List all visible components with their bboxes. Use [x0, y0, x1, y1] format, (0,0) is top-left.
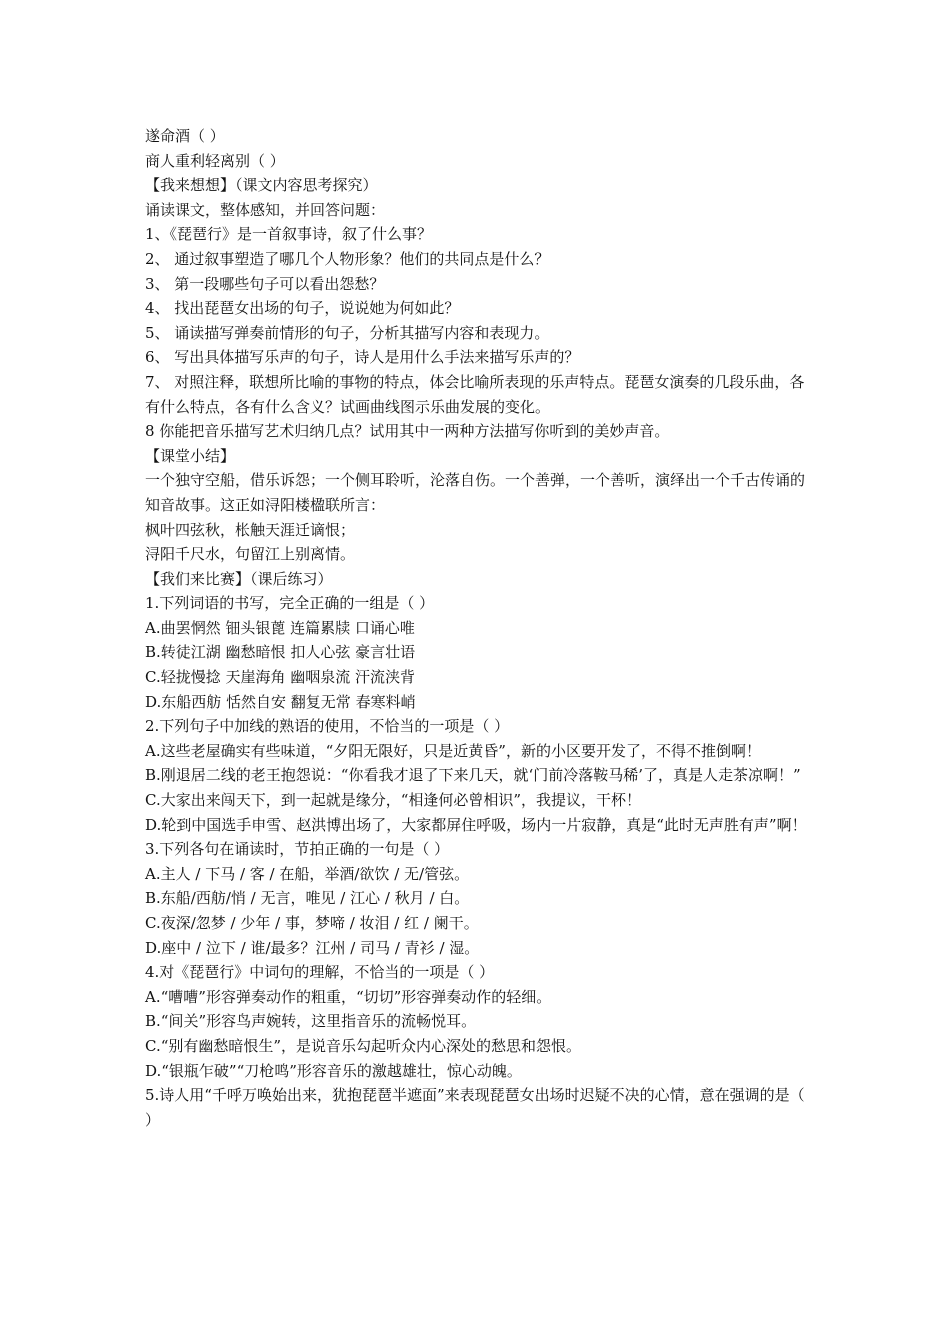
question-stem: 1.下列词语的书写，完全正确的一组是（ ） — [145, 594, 435, 613]
think-question: 4、 找出琵琶女出场的句子，说说她为何如此？ — [145, 299, 460, 318]
answer-option: C.大家出来闯天下，到一起就是缘分，“相逢何必曾相识”，我提议，干杯！ — [145, 791, 642, 810]
section-heading-think: 【我来想想】（课文内容思考探究） — [145, 176, 378, 195]
think-question: 8 你能把音乐描写艺术归纳几点？试用其中一两种方法描写你听到的美妙声音。 — [145, 422, 670, 441]
intro-line: 商人重利轻离别（ ） — [145, 151, 285, 170]
couplet-line: 浔阳千尺水，句留江上别离情。 — [145, 545, 356, 564]
couplet-line: 枫叶四弦秋，枨触天涯迁谪恨； — [145, 520, 356, 539]
answer-option: B.“间关”形容鸟声婉转，这里指音乐的流畅悦耳。 — [145, 1012, 477, 1031]
answer-option: C.轻拢慢捻 天崖海角 幽咽泉流 汗流浃背 — [145, 668, 416, 687]
answer-option: A.这些老屋确实有些味道，“夕阳无限好，只是近黄昏”，新的小区要开发了，不得不推倒啊！ — [145, 741, 761, 760]
document-page — [145, 124, 810, 1132]
answer-option: D.轮到中国选手申雪、赵洪博出场了，大家都屏住呼吸，场内一片寂静，真是“此时无声胜有声”啊！ — [145, 815, 807, 834]
answer-option: D.东船西舫 恬然自安 翻复无常 春寒料峭 — [145, 692, 416, 711]
question-stem: 2.下列句子中加线的熟语的使用，不恰当的一项是（ ） — [145, 717, 510, 736]
think-question: 3、 第一段哪些句子可以看出怨愁？ — [145, 274, 385, 293]
intro-line: 遂命酒（ ） — [145, 127, 225, 145]
think-question: 5、 诵读描写弹奏前情形的句子，分析其描写内容和表现力。 — [145, 323, 550, 342]
think-instruction: 诵读课文，整体感知，并回答问题： — [145, 200, 386, 219]
think-question: 6、 写出具体描写乐声的句子，诗人是用什么手法来描写乐声的？ — [145, 348, 580, 367]
answer-option: C.夜深/忽梦 / 少年 / 事，梦啼 / 妆泪 / 红 / 阑干。 — [145, 914, 479, 932]
answer-option: B.转徒江湖 幽愁暗恨 扣人心弦 豪言壮语 — [145, 643, 416, 662]
section-heading-summary: 【课堂小结】 — [145, 446, 236, 465]
answer-option: A.“嘈嘈”形容弹奏动作的粗重，“切切”形容弹奏动作的轻细。 — [145, 987, 552, 1006]
answer-option: B.东船/西舫/悄 / 无言，唯见 / 江心 / 秋月 / 白。 — [145, 889, 470, 908]
section-heading-exercises: 【我们来比赛】（课后练习） — [145, 569, 333, 588]
answer-option: D.座中 / 泣下 / 谁/最多？江州 / 司马 / 青衫 / 湿。 — [145, 938, 480, 957]
answer-option: C.“别有幽愁暗恨生”，是说音乐勾起听众内心深处的愁思和怨恨。 — [145, 1036, 582, 1055]
think-question: 1、《琵琶行》是一首叙事诗，叙了什么事？ — [145, 225, 433, 244]
question-stem: 4.对《琵琶行》中词句的理解，不恰当的一项是（ ） — [145, 963, 495, 982]
think-question: 2、 通过叙事塑造了哪几个人物形象？他们的共同点是什么？ — [145, 249, 550, 268]
answer-option: D.“银瓶乍破”“刀枪鸣”形容音乐的激越雄壮，惊心动魄。 — [145, 1061, 522, 1080]
answer-option: A.曲罢惘然 钿头银蓖 连篇累牍 口诵心唯 — [145, 618, 415, 637]
answer-option: A.主人 / 下马 / 客 / 在船，举酒/欲饮 / 无/管弦。 — [145, 864, 470, 883]
question-stem: 3.下列各句在诵读时，节拍正确的一句是（ ） — [145, 840, 450, 859]
think-question: 7、 对照注释，联想所比喻的事物的特点，体会比喻所表现的乐声特点。琵琶女演奏的几段乐曲，各有什么特点，各有什么含义？试画曲线图示乐曲发展的变化。 — [145, 372, 805, 416]
summary-paragraph: 一个独守空船，借乐诉怨；一个侧耳聆听，沦落自伤。一个善弹，一个善听，演绎出一个千古传诵的知音故事。这正如浔阳楼楹联所言： — [145, 471, 806, 514]
question-stem: 5.诗人用“千呼万唤始出来，犹抱琵琶半遮面”来表现琵琶女出场时迟疑不决的心情，意在强调的是（ ） — [145, 1086, 805, 1129]
answer-option: B.刚退居二线的老王抱怨说：“你看我才退了下来几天，就‘门前冷落鞍马稀’了，真是人走茶凉啊！” — [145, 766, 801, 785]
